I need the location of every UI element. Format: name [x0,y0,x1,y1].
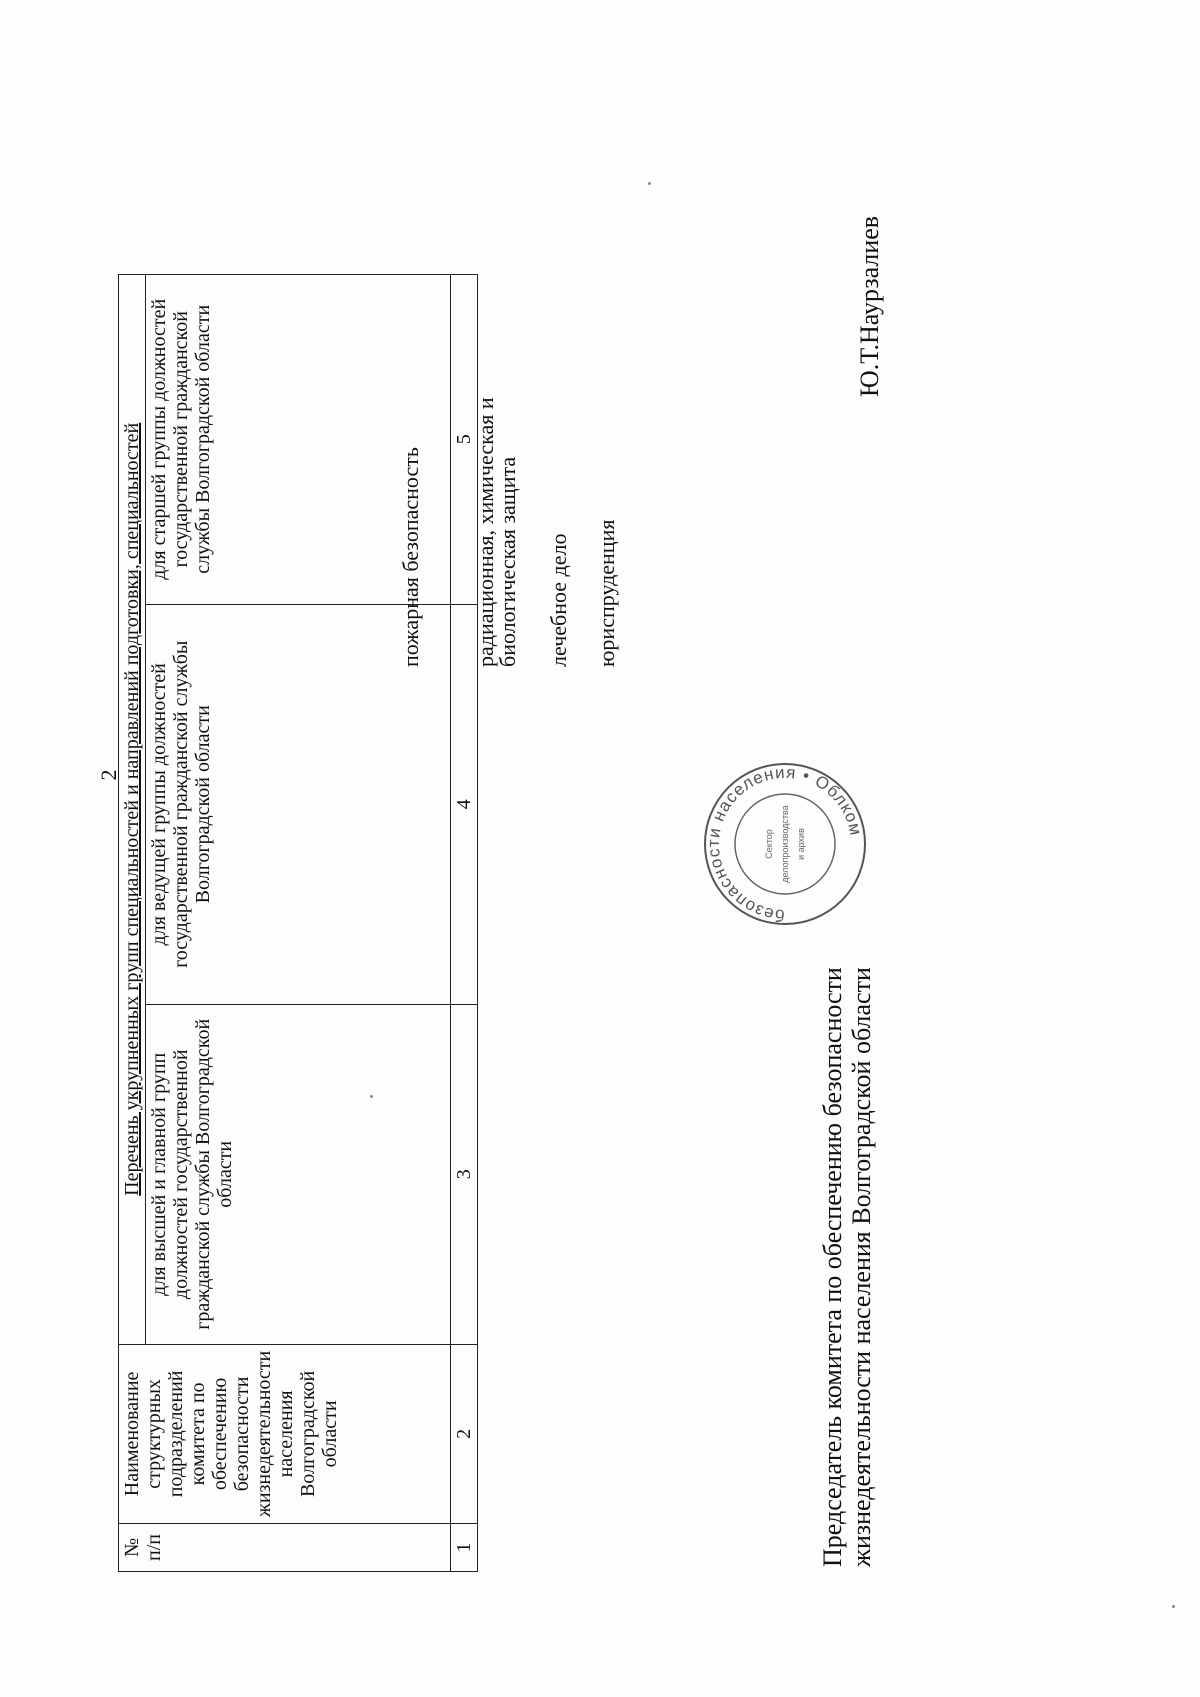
column-number: 4 [451,604,478,1004]
header-senior-group: для старшей группы должностей государственной гражданской службы Волгоградской области [146,274,451,604]
svg-text:делопроизводства: делопроизводства [780,805,790,883]
svg-text:Сектор: Сектор [764,829,774,859]
specialty-law: юриспруденция [594,519,619,667]
official-stamp [700,759,870,929]
header-leading-group: для ведущей группы должностей государственной гражданской службы Волгоградской области [146,604,451,1004]
signatory-position: Председатель комитета по обеспечению безопасности жизнедеятельности населения Волгоградской области [818,967,876,1567]
specialties-table [118,274,478,1572]
specialty-rchb-protection: радиационная, химическая и биологическая защита [473,397,520,667]
column-number: 2 [451,1344,478,1523]
specialty-fire-safety: пожарная безопасность [398,447,423,667]
stamp-seal-icon [700,759,870,929]
header-specialty-groups: Перечень укрупненных групп специальностей и направлений подготовки, специальностей [119,274,146,1344]
signatory-name: Ю.Т.Наурзалиев [855,215,884,397]
header-highest-group: для высшей и главной групп должностей государственной гражданской службы Волгоградской области [146,1004,451,1344]
header-number: № п/п [119,1524,451,1572]
column-number: 3 [451,1004,478,1344]
header-department: Наименование структурных подразделений комитета по обеспечению безопасности жизнедеятельности населения Волгоградской области [119,1344,451,1523]
scan-speck [648,182,651,185]
column-number: 1 [451,1524,478,1572]
specialty-medicine: лечебное дело [546,533,571,667]
scan-speck [1172,1605,1175,1608]
svg-text:и архив: и архив [796,828,806,860]
table-header-row [119,274,146,1571]
scan-speck [370,1095,373,1098]
page-number: 2 [96,769,121,781]
svg-text:безопасности населения • Облко: безопасности населения • Облком [703,762,866,926]
column-number: 5 [451,274,478,604]
